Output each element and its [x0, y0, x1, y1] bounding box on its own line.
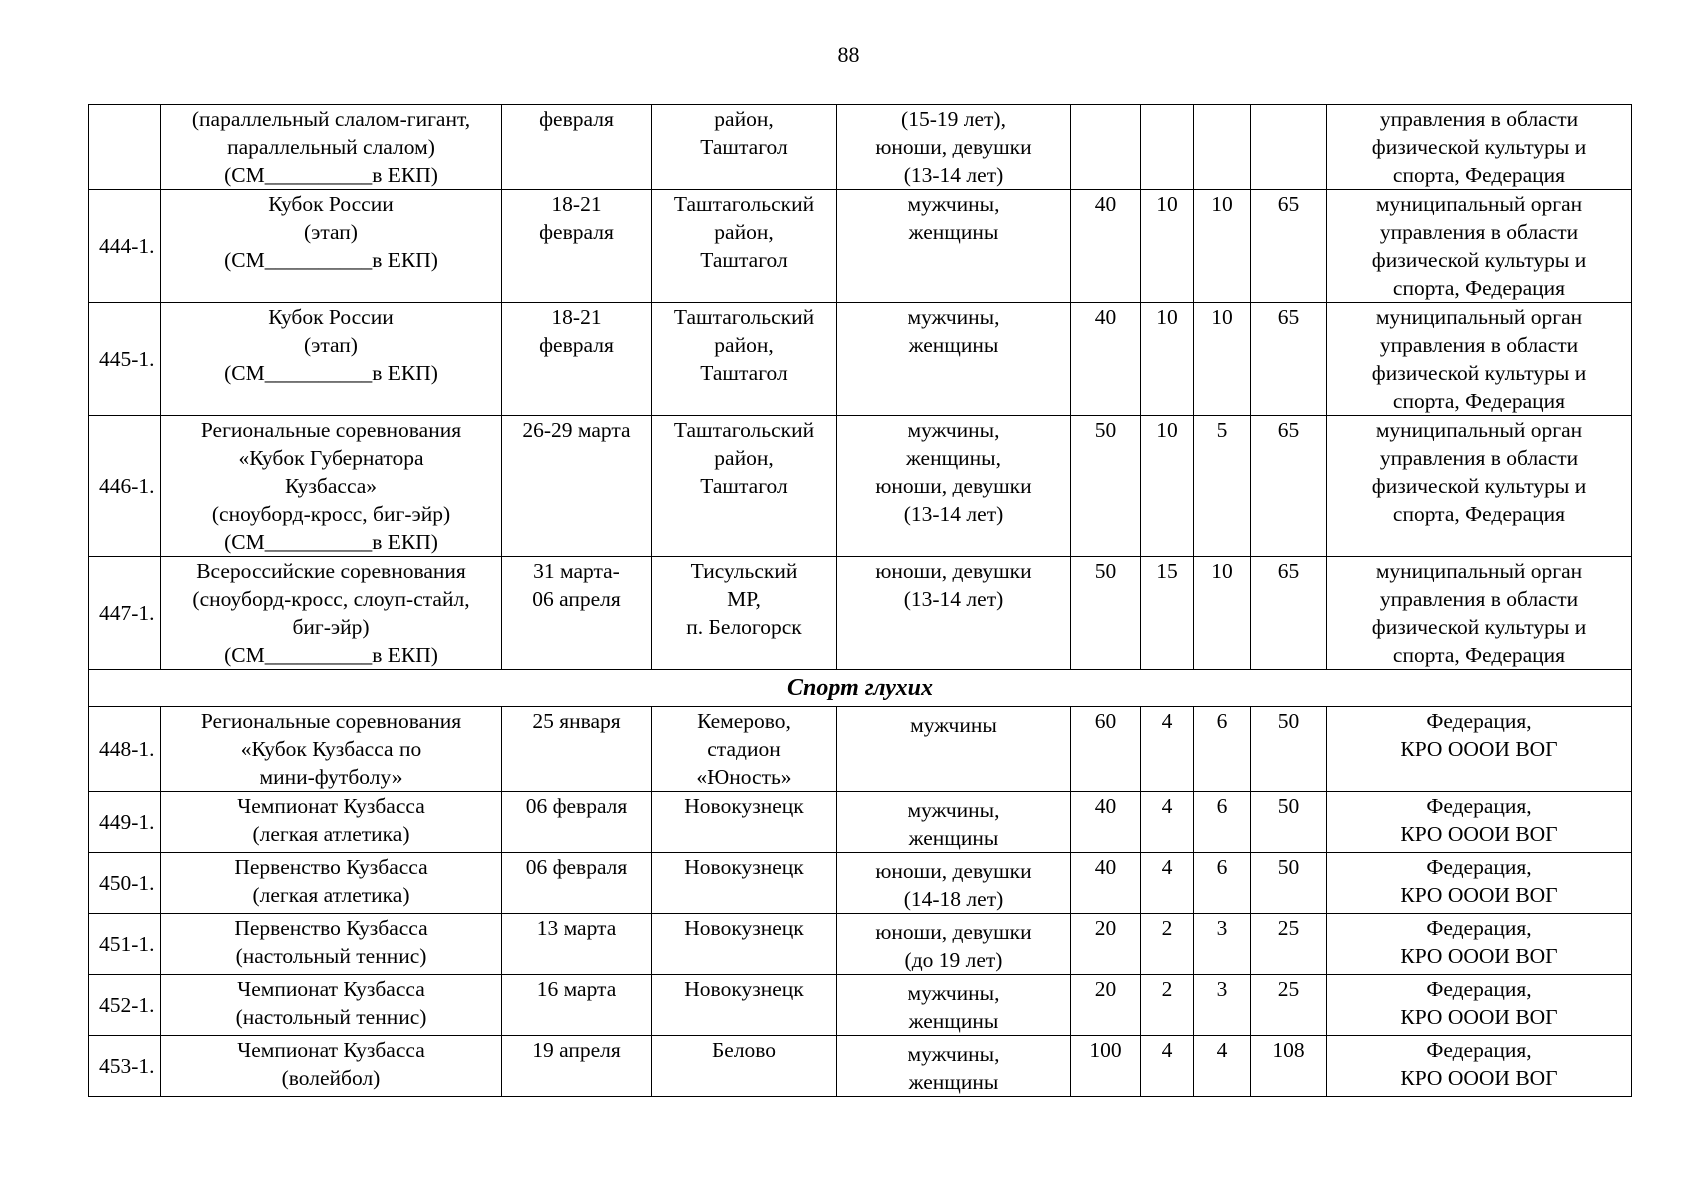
org-line: управления в области [1379, 333, 1579, 357]
name-line: «Кубок Губернатора [238, 446, 424, 470]
participants-line: мужчины, [907, 1042, 1000, 1066]
table-row [89, 416, 1632, 557]
organizer-cell [1327, 1036, 1632, 1097]
event-place-cell [652, 1036, 837, 1097]
name-line: (сноуборд-кросс, слоуп-стайл, [192, 587, 470, 611]
participants-line: юноши, девушки [875, 859, 1032, 883]
count-cell-4: 65 [1251, 190, 1327, 303]
event-name-cell [161, 303, 502, 416]
date-line: 16 марта [536, 977, 617, 1001]
count-cell-3: 6 [1194, 853, 1251, 914]
event-name-cell [161, 557, 502, 670]
count-cell-2: 4 [1141, 792, 1194, 853]
table-body-bottom [89, 707, 1632, 1097]
event-place-cell [652, 914, 837, 975]
table-row [89, 707, 1632, 792]
org-line: управления в области [1379, 107, 1579, 131]
place-line: Таштагольский [673, 418, 815, 442]
org-line: Федерация, [1426, 977, 1532, 1001]
participants-line: юноши, девушки [875, 135, 1032, 159]
date-line: 18-21 [551, 192, 602, 216]
events-table [88, 104, 1632, 1097]
count-cell-1: 20 [1071, 914, 1141, 975]
table-row [89, 914, 1632, 975]
name-line: Чемпионат Кузбасса [237, 794, 425, 818]
count-cell-1: 20 [1071, 975, 1141, 1036]
name-line: (СМ__________в ЕКП) [224, 163, 438, 187]
event-name-cell [161, 190, 502, 303]
participants-line: мужчины [910, 713, 997, 737]
page-number: 88 [837, 42, 860, 67]
participants-cell [837, 975, 1071, 1036]
name-line: (этап) [304, 220, 358, 244]
org-line: КРО ОООИ ВОГ [1400, 944, 1558, 968]
event-name-cell [161, 1036, 502, 1097]
org-line: муниципальный орган [1375, 192, 1583, 216]
count-cell-4: 50 [1251, 792, 1327, 853]
place-line: Кемерово, [697, 709, 791, 733]
date-line: 13 марта [536, 916, 617, 940]
org-line: Федерация, [1426, 855, 1532, 879]
count-cell-4: 65 [1251, 303, 1327, 416]
count-cell-4: 65 [1251, 557, 1327, 670]
organizer-cell [1327, 416, 1632, 557]
participants-line: мужчины, [907, 305, 1000, 329]
place-line: Таштагол [700, 474, 788, 498]
name-line: Кубок России [268, 192, 394, 216]
event-place-cell [652, 792, 837, 853]
participants-line: мужчины, [907, 192, 1000, 216]
place-line: Таштагол [700, 135, 788, 159]
section-row [89, 670, 1632, 707]
org-line: Федерация, [1426, 794, 1532, 818]
place-line: район, [714, 333, 774, 357]
place-line: район, [714, 107, 774, 131]
org-line: спорта, Федерация [1392, 643, 1566, 667]
organizer-cell [1327, 975, 1632, 1036]
participants-line: (13-14 лет) [903, 587, 1004, 611]
count-cell-3: 10 [1194, 557, 1251, 670]
event-place-cell [652, 707, 837, 792]
count-cell-4: 25 [1251, 975, 1327, 1036]
table-row [89, 105, 1632, 190]
name-line: мини-футболу» [259, 765, 403, 789]
name-line: параллельный слалом) [227, 135, 435, 159]
count-cell-1: 60 [1071, 707, 1141, 792]
count-cell-1: 100 [1071, 1036, 1141, 1097]
event-name-cell [161, 416, 502, 557]
org-line: спорта, Федерация [1392, 276, 1566, 300]
place-line: Новокузнецк [684, 977, 804, 1001]
name-line: Первенство Кузбасса [234, 855, 428, 879]
participants-cell [837, 1036, 1071, 1097]
event-place-cell [652, 303, 837, 416]
place-line: Белово [711, 1038, 777, 1062]
table-row [89, 190, 1632, 303]
place-line: Таштагольский [673, 305, 815, 329]
date-line: 06 февраля [525, 794, 628, 818]
participants-cell [837, 792, 1071, 853]
participants-cell [837, 190, 1071, 303]
event-date-cell [502, 792, 652, 853]
organizer-cell [1327, 557, 1632, 670]
participants-line: (13-14 лет) [903, 163, 1004, 187]
date-line: 25 января [532, 709, 621, 733]
table-body-top [89, 105, 1632, 670]
place-line: Новокузнецк [684, 916, 804, 940]
table-row [89, 303, 1632, 416]
count-cell-2: 15 [1141, 557, 1194, 670]
org-line: физической культуры и [1371, 474, 1587, 498]
org-line: КРО ОООИ ВОГ [1400, 737, 1558, 761]
section-title: Спорт глухих [89, 670, 1632, 707]
event-place-cell [652, 557, 837, 670]
name-line: Кузбасса» [284, 474, 378, 498]
event-number-cell [89, 105, 161, 190]
participants-line: женщины [908, 220, 999, 244]
name-line: Региональные соревнования [200, 709, 462, 733]
place-line: Новокузнецк [684, 855, 804, 879]
participants-line: (15-19 лет), [901, 107, 1006, 131]
participants-line: женщины [908, 333, 999, 357]
org-line: управления в области [1379, 587, 1579, 611]
event-place-cell [652, 975, 837, 1036]
count-cell-3: 3 [1194, 914, 1251, 975]
count-cell-3: 3 [1194, 975, 1251, 1036]
event-date-cell [502, 853, 652, 914]
name-line: биг-эйр) [292, 615, 370, 639]
place-line: Таштагол [700, 361, 788, 385]
event-place-cell [652, 416, 837, 557]
date-line: февраля [539, 220, 614, 244]
table-row [89, 975, 1632, 1036]
participants-line: мужчины, [907, 798, 1000, 822]
participants-line: юноши, девушки [875, 920, 1032, 944]
count-cell-4: 25 [1251, 914, 1327, 975]
date-line: 18-21 [551, 305, 602, 329]
organizer-cell [1327, 190, 1632, 303]
place-line: Новокузнецк [684, 794, 804, 818]
date-line: 31 марта- [533, 559, 620, 583]
name-line: (легкая атлетика) [252, 883, 410, 907]
participants-cell [837, 303, 1071, 416]
count-cell-1: 40 [1071, 303, 1141, 416]
count-cell-2: 10 [1141, 190, 1194, 303]
event-number-cell: 450-1. [89, 853, 161, 914]
participants-cell [837, 914, 1071, 975]
participants-line: юноши, девушки [875, 559, 1032, 583]
name-line: (настольный теннис) [235, 1005, 427, 1029]
count-cell-3: 6 [1194, 707, 1251, 792]
date-line: 26-29 марта [522, 418, 631, 442]
place-line: Тисульский [690, 559, 798, 583]
organizer-cell [1327, 707, 1632, 792]
organizer-cell [1327, 105, 1632, 190]
event-number-cell: 453-1. [89, 1036, 161, 1097]
table-row [89, 1036, 1632, 1097]
organizer-cell [1327, 303, 1632, 416]
count-cell-1 [1071, 105, 1141, 190]
event-date-cell [502, 303, 652, 416]
name-line: Всероссийские соревнования [196, 559, 466, 583]
org-line: спорта, Федерация [1392, 502, 1566, 526]
event-name-cell [161, 792, 502, 853]
participants-cell [837, 557, 1071, 670]
name-line: (СМ__________в ЕКП) [224, 643, 438, 667]
name-line: Чемпионат Кузбасса [237, 1038, 425, 1062]
place-line: стадион [707, 737, 781, 761]
count-cell-3: 5 [1194, 416, 1251, 557]
org-line: управления в области [1379, 220, 1579, 244]
count-cell-3: 4 [1194, 1036, 1251, 1097]
count-cell-2: 10 [1141, 303, 1194, 416]
section-body [89, 670, 1632, 707]
org-line: физической культуры и [1371, 248, 1587, 272]
participants-line: женщины [908, 1009, 999, 1033]
org-line: муниципальный орган [1375, 559, 1583, 583]
name-line: (настольный теннис) [235, 944, 427, 968]
event-number-cell: 448-1. [89, 707, 161, 792]
count-cell-2: 4 [1141, 853, 1194, 914]
participants-line: (14-18 лет) [903, 887, 1004, 911]
count-cell-1: 40 [1071, 190, 1141, 303]
count-cell-2 [1141, 105, 1194, 190]
participants-line: женщины, [905, 446, 1001, 470]
table-row [89, 557, 1632, 670]
org-line: Федерация, [1426, 916, 1532, 940]
event-number-cell: 444-1. [89, 190, 161, 303]
date-line: 19 апреля [532, 1038, 621, 1062]
event-date-cell [502, 105, 652, 190]
table-row [89, 853, 1632, 914]
date-line: февраля [539, 107, 614, 131]
event-number-cell: 449-1. [89, 792, 161, 853]
count-cell-4: 50 [1251, 853, 1327, 914]
participants-line: женщины [908, 826, 999, 850]
event-name-cell [161, 914, 502, 975]
participants-line: женщины [908, 1070, 999, 1094]
organizer-cell [1327, 792, 1632, 853]
event-number-cell: 445-1. [89, 303, 161, 416]
count-cell-4: 108 [1251, 1036, 1327, 1097]
name-line: (СМ__________в ЕКП) [224, 530, 438, 554]
name-line: Первенство Кузбасса [234, 916, 428, 940]
name-line: (СМ__________в ЕКП) [224, 248, 438, 272]
event-name-cell [161, 105, 502, 190]
name-line: (волейбол) [281, 1066, 381, 1090]
event-date-cell [502, 914, 652, 975]
event-number-cell: 447-1. [89, 557, 161, 670]
participants-line: юноши, девушки [875, 474, 1032, 498]
count-cell-4: 65 [1251, 416, 1327, 557]
count-cell-3: 10 [1194, 303, 1251, 416]
count-cell-3: 10 [1194, 190, 1251, 303]
place-line: район, [714, 220, 774, 244]
event-name-cell [161, 975, 502, 1036]
org-line: управления в области [1379, 446, 1579, 470]
name-line: (легкая атлетика) [252, 822, 410, 846]
participants-cell [837, 707, 1071, 792]
org-line: спорта, Федерация [1392, 389, 1566, 413]
event-date-cell [502, 557, 652, 670]
name-line: Чемпионат Кузбасса [237, 977, 425, 1001]
count-cell-2: 4 [1141, 1036, 1194, 1097]
org-line: КРО ОООИ ВОГ [1400, 1066, 1558, 1090]
place-line: Таштагол [700, 248, 788, 272]
event-name-cell [161, 707, 502, 792]
name-line: (СМ__________в ЕКП) [224, 361, 438, 385]
count-cell-1: 40 [1071, 853, 1141, 914]
place-line: МР, [727, 587, 761, 611]
name-line: Кубок России [268, 305, 394, 329]
name-line: Региональные соревнования [200, 418, 462, 442]
org-line: физической культуры и [1371, 361, 1587, 385]
event-date-cell [502, 1036, 652, 1097]
count-cell-2: 10 [1141, 416, 1194, 557]
event-number-cell: 446-1. [89, 416, 161, 557]
org-line: Федерация, [1426, 709, 1532, 733]
count-cell-1: 50 [1071, 416, 1141, 557]
event-name-cell [161, 853, 502, 914]
org-line: физической культуры и [1371, 615, 1587, 639]
place-line: «Юность» [696, 765, 792, 789]
org-line: Федерация, [1426, 1038, 1532, 1062]
participants-line: (13-14 лет) [903, 502, 1004, 526]
event-place-cell [652, 853, 837, 914]
org-line: муниципальный орган [1375, 305, 1583, 329]
organizer-cell [1327, 853, 1632, 914]
event-number-cell: 452-1. [89, 975, 161, 1036]
organizer-cell [1327, 914, 1632, 975]
org-line: КРО ОООИ ВОГ [1400, 1005, 1558, 1029]
event-date-cell [502, 416, 652, 557]
org-line: КРО ОООИ ВОГ [1400, 822, 1558, 846]
participants-cell [837, 853, 1071, 914]
count-cell-4: 50 [1251, 707, 1327, 792]
count-cell-4 [1251, 105, 1327, 190]
name-line: (этап) [304, 333, 358, 357]
event-date-cell [502, 190, 652, 303]
count-cell-3: 6 [1194, 792, 1251, 853]
participants-cell [837, 416, 1071, 557]
name-line: «Кубок Кузбасса по [240, 737, 422, 761]
participants-line: (до 19 лет) [904, 948, 1003, 972]
event-date-cell [502, 975, 652, 1036]
count-cell-2: 4 [1141, 707, 1194, 792]
event-date-cell [502, 707, 652, 792]
event-place-cell [652, 105, 837, 190]
event-place-cell [652, 190, 837, 303]
date-line: 06 февраля [525, 855, 628, 879]
place-line: Таштагольский [673, 192, 815, 216]
name-line: (параллельный слалом-гигант, [191, 107, 471, 131]
count-cell-3 [1194, 105, 1251, 190]
place-line: район, [714, 446, 774, 470]
org-line: КРО ОООИ ВОГ [1400, 883, 1558, 907]
participants-line: мужчины, [907, 981, 1000, 1005]
count-cell-2: 2 [1141, 975, 1194, 1036]
participants-line: мужчины, [907, 418, 1000, 442]
count-cell-2: 2 [1141, 914, 1194, 975]
date-line: февраля [539, 333, 614, 357]
table-row [89, 792, 1632, 853]
date-line: 06 апреля [532, 587, 621, 611]
name-line: (сноуборд-кросс, биг-эйр) [211, 502, 451, 526]
event-number-cell: 451-1. [89, 914, 161, 975]
place-line: п. Белогорск [686, 615, 802, 639]
count-cell-1: 50 [1071, 557, 1141, 670]
org-line: спорта, Федерация [1392, 163, 1566, 187]
org-line: физической культуры и [1371, 135, 1587, 159]
count-cell-1: 40 [1071, 792, 1141, 853]
participants-cell [837, 105, 1071, 190]
org-line: муниципальный орган [1375, 418, 1583, 442]
